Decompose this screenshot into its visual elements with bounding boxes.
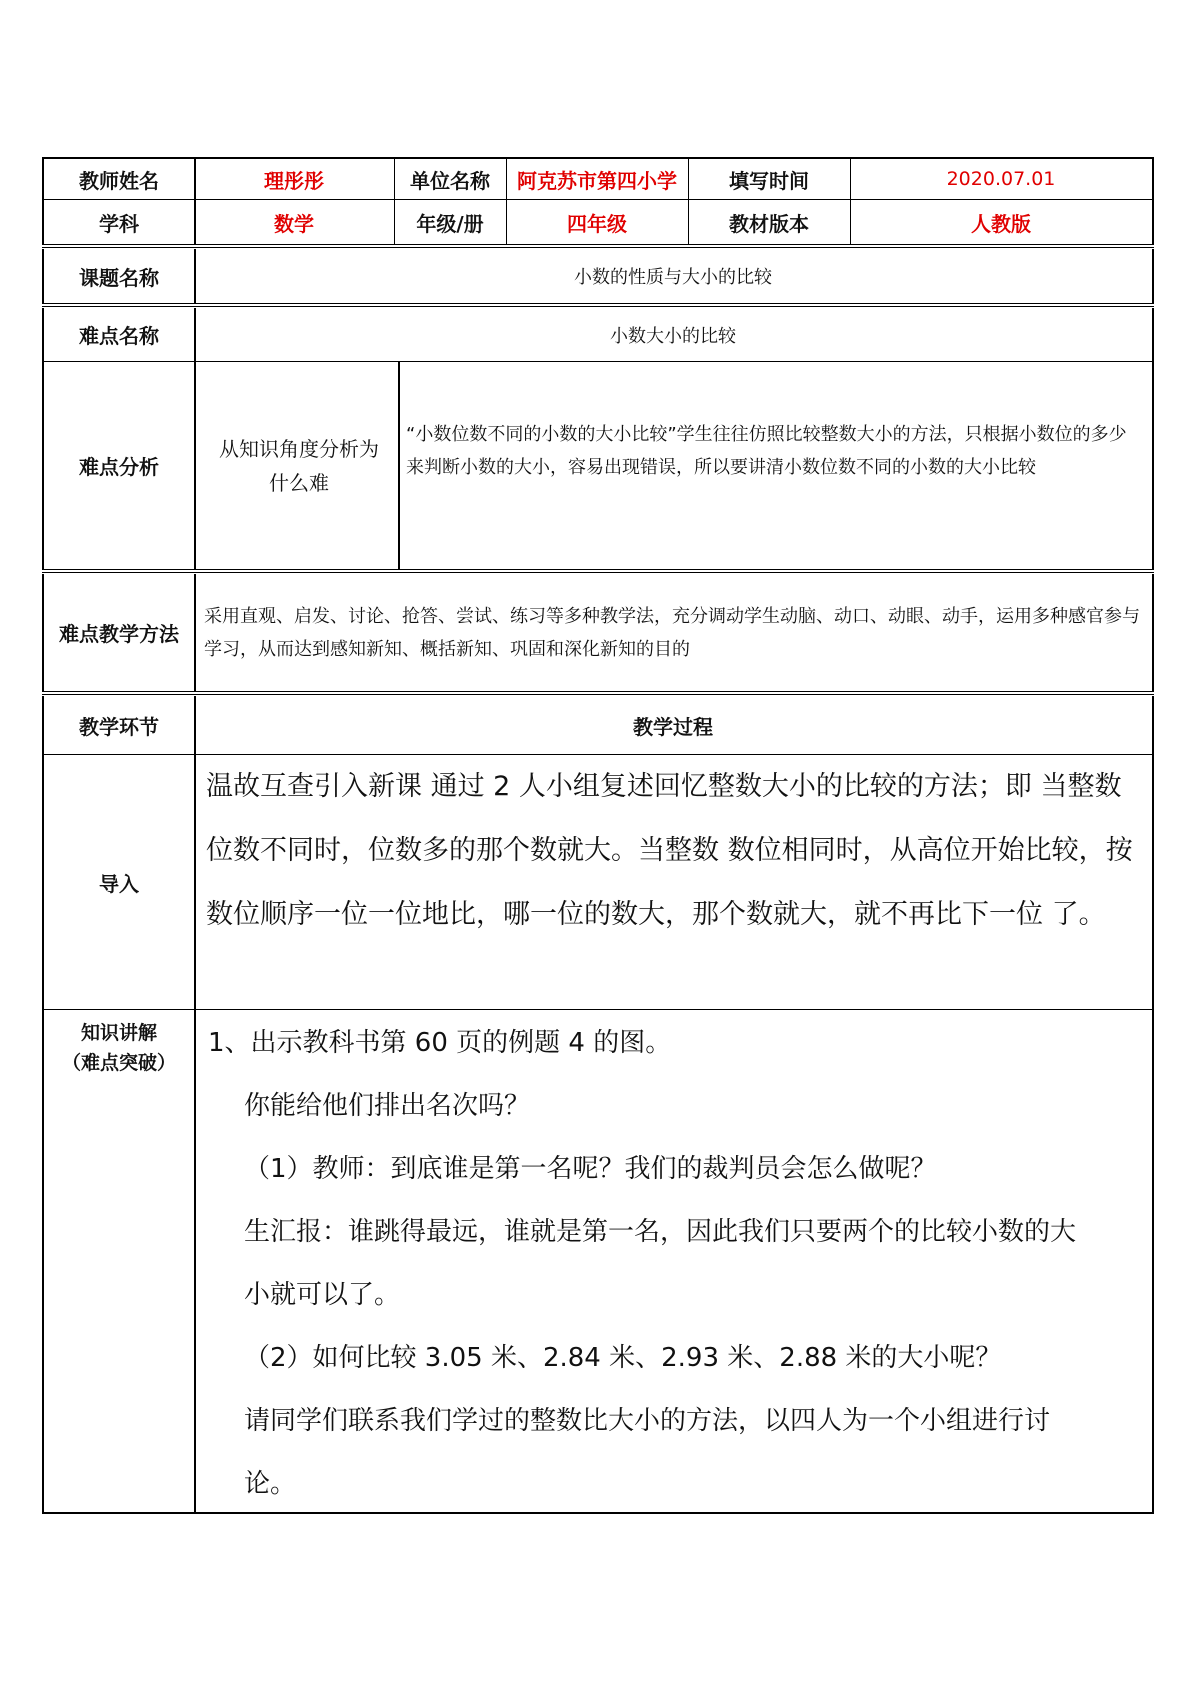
analysis-row bbox=[42, 362, 1154, 570]
knowledge-label-line2: （难点突破） bbox=[61, 1052, 176, 1074]
topic-label: 课题名称 bbox=[79, 265, 159, 290]
knowledge-line: 1、出示教科书第 60 页的例题 4 的图。 bbox=[208, 1028, 672, 1058]
knowledge-line: （2）如何比较 3.05 米、2.84 米、2.93 米、2.88 米的大小呢？ bbox=[244, 1343, 1002, 1373]
knowledge-line: 生汇报：谁跳得最远，谁就是第一名，因此我们只要两个的比较小数的大 bbox=[244, 1217, 1077, 1247]
grade-label: 年级/册 bbox=[416, 211, 484, 236]
knowledge-line: 请同学们联系我们学过的整数比大小的方法，以四人为一个小组进行讨 bbox=[244, 1406, 1051, 1436]
difficulty-row bbox=[42, 308, 1154, 362]
knowledge-line: （1）教师：到底谁是第一名呢？我们的裁判员会怎么做呢？ bbox=[244, 1154, 937, 1184]
edition-label: 教材版本 bbox=[729, 211, 809, 236]
intro-row bbox=[42, 755, 1154, 1010]
analysis-label: 难点分析 bbox=[79, 455, 159, 479]
analysis-sub-label: 从知识角度分析为什么难 bbox=[219, 436, 379, 495]
subject-label: 学科 bbox=[99, 211, 139, 236]
unit-label: 单位名称 bbox=[410, 168, 490, 193]
knowledge-line: 你能给他们排出名次吗？ bbox=[244, 1091, 531, 1121]
knowledge-line: 小就可以了。 bbox=[244, 1280, 401, 1310]
unit-value: 阿克苏市第四小学 bbox=[517, 168, 677, 193]
difficulty-value: 小数大小的比较 bbox=[610, 325, 736, 347]
teacher-value: 理彤彤 bbox=[264, 168, 324, 193]
edition-value: 人教版 bbox=[971, 211, 1031, 236]
method-row bbox=[42, 574, 1154, 692]
intro-text: 温故互查引入新课 通过 2 人小组复述回忆整数大小的比较的方法；即 当整数位数不同时，位数多的那个数就大。当整数 数位相同时，从高位开始比较，按数位顺序一位一位地比，哪一位的数大，那个数就大，就不再比下一位 了。 bbox=[206, 771, 1133, 930]
knowledge-label-line1: 知识讲解 bbox=[80, 1022, 157, 1044]
process-header-row bbox=[42, 696, 1154, 755]
method-label: 难点教学方法 bbox=[59, 622, 179, 646]
header-row-2 bbox=[42, 200, 1154, 245]
knowledge-row bbox=[42, 1010, 1154, 1514]
subject-value: 数学 bbox=[274, 211, 314, 236]
process-title: 教学过程 bbox=[633, 714, 713, 739]
intro-label: 导入 bbox=[99, 871, 139, 896]
grade-value: 四年级 bbox=[567, 211, 627, 236]
topic-row bbox=[42, 249, 1154, 304]
knowledge-line: 论。 bbox=[244, 1469, 297, 1499]
analysis-text: “小数位数不同的小数的大小比较”学生往往仿照比较整数大小的方法，只根据小数位的多少来判断小数的大小，容易出现错误，所以要讲清小数位数不同的小数的大小比较 bbox=[406, 424, 1127, 478]
method-text: 采用直观、启发、讨论、抢答、尝试、练习等多种教学法，充分调动学生动脑、动口、动眼、动手，运用多种感官参与学习，从而达到感知新知、概括新知、巩固和深化新知的目的 bbox=[204, 605, 1140, 660]
date-value: 2020.07.01 bbox=[946, 168, 1056, 190]
difficulty-label: 难点名称 bbox=[79, 324, 159, 348]
topic-value: 小数的性质与大小的比较 bbox=[574, 267, 772, 288]
header-row-1 bbox=[42, 157, 1154, 200]
date-label: 填写时间 bbox=[729, 168, 809, 193]
teacher-label: 教师姓名 bbox=[79, 168, 159, 193]
process-stage-label: 教学环节 bbox=[79, 714, 159, 739]
